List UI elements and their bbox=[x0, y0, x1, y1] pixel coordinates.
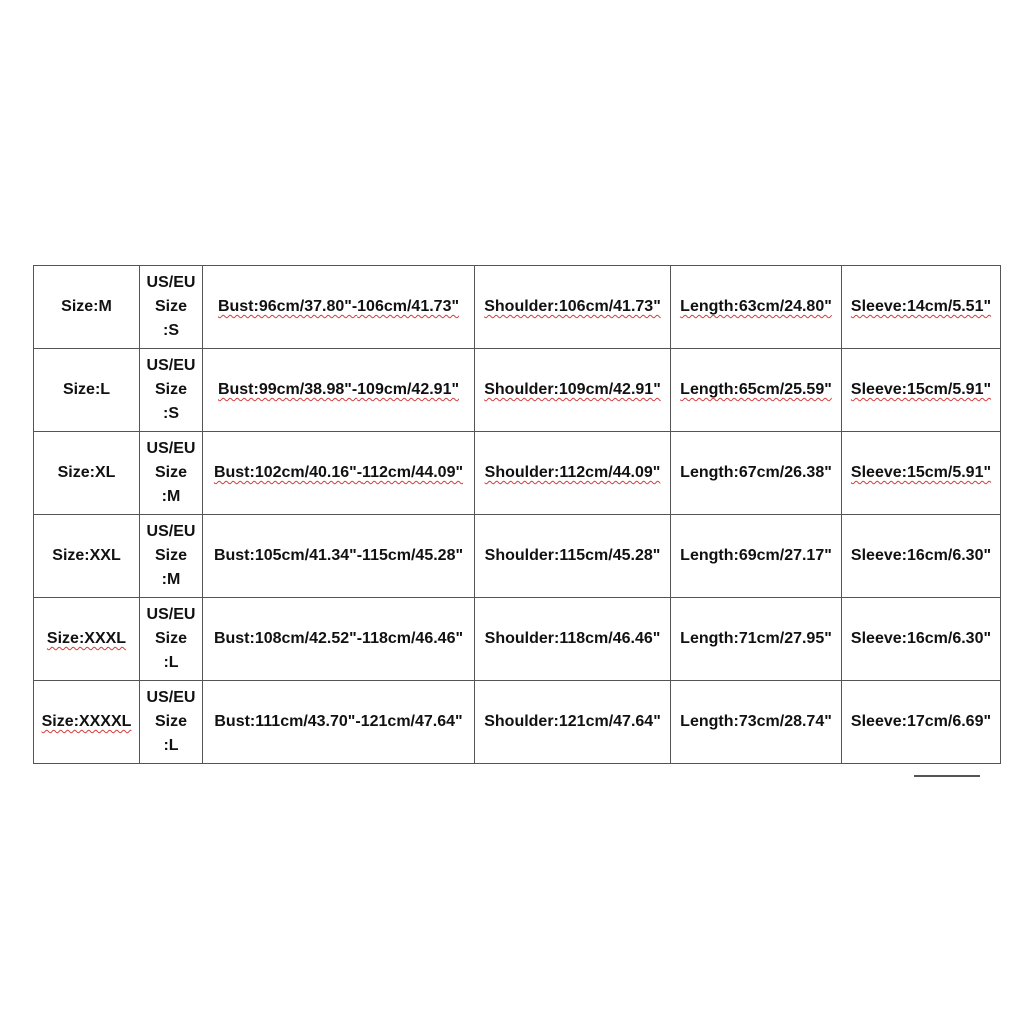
bust-max: 121cm/47.64" bbox=[360, 713, 463, 730]
bust-max: 118cm/46.46" bbox=[362, 630, 464, 647]
length-cell bbox=[671, 598, 842, 681]
size-cell bbox=[34, 681, 140, 764]
us-eu-label: US/EU bbox=[146, 606, 196, 623]
sleeve-cell bbox=[842, 349, 1001, 432]
us-eu-size-cell bbox=[140, 266, 203, 349]
bust-max: 109cm/42.91" bbox=[357, 381, 460, 398]
table-row bbox=[34, 515, 1001, 598]
us-eu-size-cell bbox=[140, 349, 203, 432]
eu-size-value: :S bbox=[163, 322, 179, 339]
sleeve-value: Sleeve:14cm/5.51" bbox=[850, 298, 992, 315]
bust-cell bbox=[203, 432, 475, 515]
table-row bbox=[34, 681, 1001, 764]
bust-min: Bust:111cm/43.70"- bbox=[214, 713, 361, 730]
shoulder-value: Shoulder:118cm/46.46" bbox=[484, 630, 661, 647]
us-eu-size-cell bbox=[140, 598, 203, 681]
divider-line bbox=[914, 775, 980, 777]
size-label: Size bbox=[154, 464, 187, 481]
shoulder-value: Shoulder:112cm/44.09" bbox=[484, 464, 661, 481]
size-cell: Size:L bbox=[34, 349, 140, 432]
sleeve-value: Sleeve:17cm/6.69" bbox=[850, 713, 992, 730]
length-value: Length:65cm/25.59" bbox=[680, 381, 832, 398]
sleeve-cell bbox=[842, 598, 1001, 681]
eu-size-value: :L bbox=[163, 654, 179, 671]
eu-size-value: :M bbox=[161, 488, 181, 505]
sleeve-value: Sleeve:15cm/5.91" bbox=[850, 381, 992, 398]
sleeve-cell bbox=[842, 266, 1001, 349]
length-cell bbox=[671, 349, 842, 432]
size-cell: Size:XL bbox=[34, 432, 140, 515]
eu-size-value: :S bbox=[163, 405, 179, 422]
length-cell bbox=[671, 515, 842, 598]
sleeve-cell bbox=[842, 432, 1001, 515]
bust-min: Bust:96cm/37.80"- bbox=[217, 298, 358, 315]
us-eu-size-cell bbox=[140, 515, 203, 598]
length-value: Length:73cm/28.74" bbox=[680, 713, 832, 730]
shoulder-value: Shoulder:106cm/41.73" bbox=[484, 298, 661, 315]
shoulder-value: Shoulder:109cm/42.91" bbox=[484, 381, 661, 398]
us-eu-label: US/EU bbox=[146, 523, 196, 540]
shoulder-value: Shoulder:121cm/47.64" bbox=[484, 713, 661, 730]
size-cell: Size:M bbox=[34, 266, 140, 349]
bust-min: Bust:102cm/40.16"- bbox=[213, 464, 363, 481]
size-cell: Size:XXL bbox=[34, 515, 140, 598]
length-cell bbox=[671, 432, 842, 515]
sleeve-cell bbox=[842, 681, 1001, 764]
sleeve-cell bbox=[842, 515, 1001, 598]
length-value: Length:69cm/27.17" bbox=[680, 547, 832, 564]
us-eu-label: US/EU bbox=[146, 274, 196, 291]
length-cell bbox=[671, 266, 842, 349]
bust-max: 112cm/44.09" bbox=[362, 464, 464, 481]
length-value: Length:67cm/26.38" bbox=[680, 464, 832, 481]
bust-min: Bust:105cm/41.34"- bbox=[213, 547, 363, 564]
us-eu-label: US/EU bbox=[146, 440, 196, 457]
table-row bbox=[34, 432, 1001, 515]
table-row bbox=[34, 349, 1001, 432]
us-eu-size-cell bbox=[140, 432, 203, 515]
shoulder-cell bbox=[475, 349, 671, 432]
us-eu-label: US/EU bbox=[146, 689, 196, 706]
us-eu-size-cell bbox=[140, 681, 203, 764]
bust-max: 115cm/45.28" bbox=[362, 547, 464, 564]
bust-min: Bust:108cm/42.52"- bbox=[213, 630, 363, 647]
length-value: Length:63cm/24.80" bbox=[680, 298, 832, 315]
sleeve-value: Sleeve:15cm/5.91" bbox=[850, 464, 992, 481]
shoulder-value: Shoulder:115cm/45.28" bbox=[484, 547, 661, 564]
size-value: Size:XXXL bbox=[46, 630, 127, 647]
shoulder-cell bbox=[475, 681, 671, 764]
eu-size-value: :L bbox=[163, 737, 179, 754]
size-value: Size:XXXXL bbox=[41, 713, 132, 730]
size-label: Size bbox=[154, 298, 187, 315]
bust-min: Bust:99cm/38.98"- bbox=[217, 381, 358, 398]
size-label: Size bbox=[154, 381, 187, 398]
bust-cell bbox=[203, 349, 475, 432]
size-label: Size bbox=[154, 630, 187, 647]
length-cell bbox=[671, 681, 842, 764]
table-row bbox=[34, 598, 1001, 681]
bust-cell bbox=[203, 598, 475, 681]
shoulder-cell bbox=[475, 598, 671, 681]
bust-cell bbox=[203, 681, 475, 764]
bust-cell bbox=[203, 515, 475, 598]
bust-max: 106cm/41.73" bbox=[357, 298, 460, 315]
eu-size-value: :M bbox=[161, 571, 181, 588]
size-label: Size bbox=[154, 713, 187, 730]
shoulder-cell bbox=[475, 432, 671, 515]
bust-cell bbox=[203, 266, 475, 349]
table-row bbox=[34, 266, 1001, 349]
sleeve-value: Sleeve:16cm/6.30" bbox=[850, 630, 992, 647]
size-cell bbox=[34, 598, 140, 681]
size-label: Size bbox=[154, 547, 187, 564]
shoulder-cell bbox=[475, 515, 671, 598]
length-value: Length:71cm/27.95" bbox=[680, 630, 832, 647]
us-eu-label: US/EU bbox=[146, 357, 196, 374]
sleeve-value: Sleeve:16cm/6.30" bbox=[850, 547, 992, 564]
shoulder-cell bbox=[475, 266, 671, 349]
size-chart-table bbox=[33, 265, 1001, 764]
